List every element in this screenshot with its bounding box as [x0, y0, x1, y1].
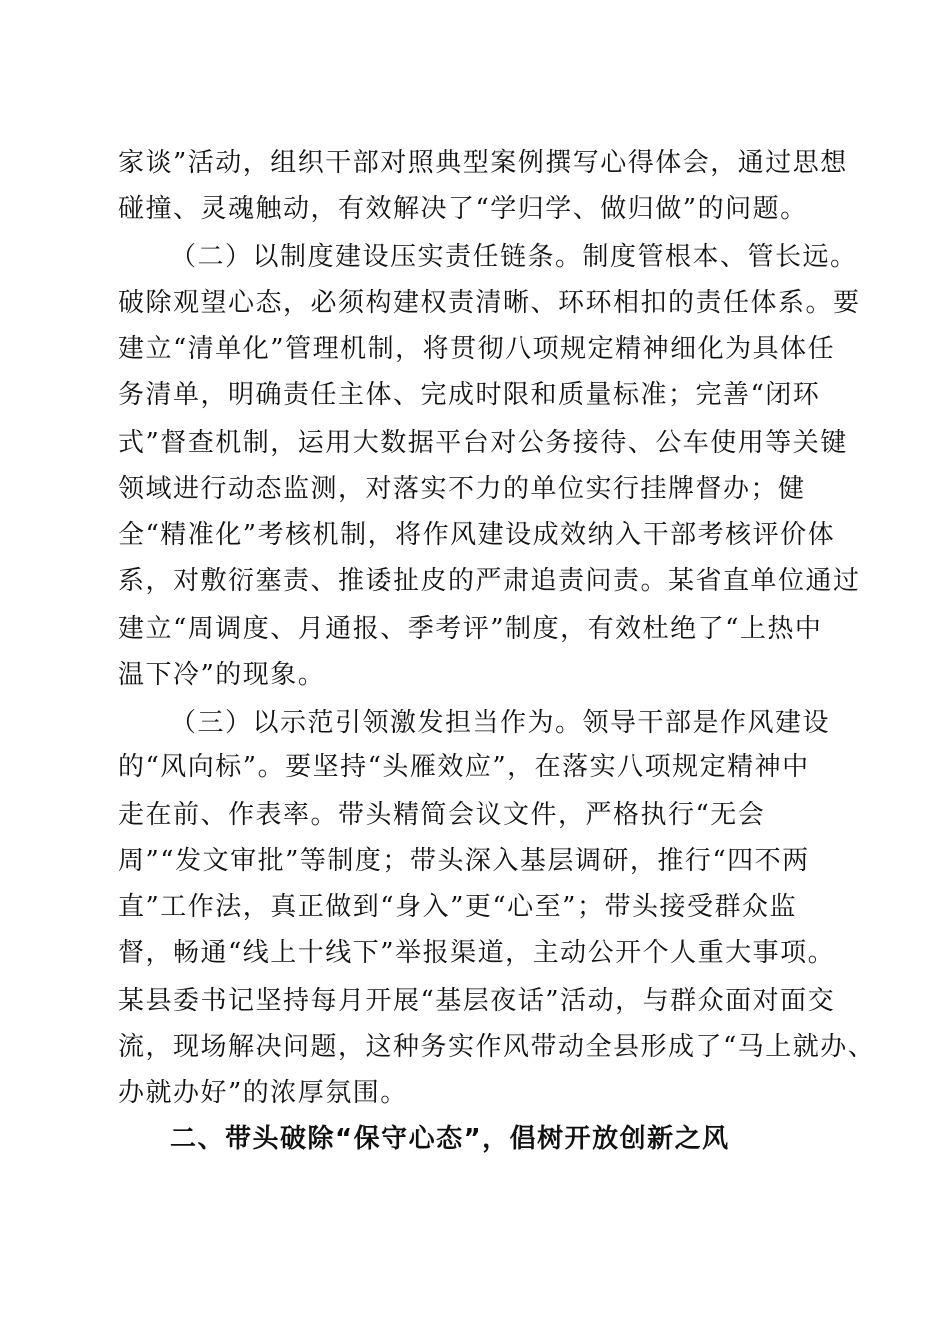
- section-subheading-2: （二）以制度建设压实责任链条。制度管根本、管长远。: [170, 242, 858, 272]
- section-heading: 二、带头破除“保守心态”，倡树开放创新之风: [170, 1124, 730, 1154]
- text-line: 的“风向标”。要坚持“头雁效应”，在落实八项规定精神中: [118, 752, 810, 782]
- text-line: 系，对敷衍塞责、推诿扯皮的严肃追责问责。某省直单位通过: [118, 566, 861, 596]
- text-line: 家谈”活动，组织干部对照典型案例撰写心得体会，通过思想: [118, 148, 848, 178]
- text-line: 破除观望心态，必须构建权责清晰、环环相扣的责任体系。要: [118, 288, 861, 318]
- text-line: 碰撞、灵魂触动，有效解决了“学归学、做归做”的问题。: [118, 194, 808, 224]
- text-line: 办就办好”的浓厚氛围。: [118, 1078, 408, 1108]
- text-line: 建立“周调度、月通报、季考评”制度，有效杜绝了“上热中: [118, 614, 823, 644]
- text-line: 走在前、作表率。带头精简会议文件，严格执行“无会: [118, 800, 766, 830]
- text-line: 务清单，明确责任主体、完成时限和质量标准；完善“闭环: [118, 380, 821, 410]
- text-line: 流，现场解决问题，这种务实作风带动全县形成了“马上就办、: [118, 1032, 876, 1062]
- text-line: 全“精准化”考核机制，将作风建设成效纳入干部考核评价体: [118, 520, 836, 550]
- text-line: 式”督查机制，运用大数据平台对公务接待、公车使用等关键: [118, 428, 848, 458]
- text-line: 直”工作法，真正做到“身入”更“心至”；带头接受群众监: [118, 892, 797, 922]
- text-line: 某县委书记坚持每月开展“基层夜话”活动，与群众面对面交: [118, 986, 836, 1016]
- text-line: 领域进行动态监测，对落实不力的单位实行挂牌督办；健: [118, 474, 806, 504]
- text-line: 温下冷”的现象。: [118, 660, 326, 690]
- section-subheading-3: （三）以示范引领激发担当作为。领导干部是作风建设: [170, 708, 831, 738]
- text-line: 周”“发文审批”等制度；带头深入基层调研，推行“四不两: [118, 846, 810, 876]
- text-line: 督，畅通“线上十线下”举报渠道，主动公开个人重大事项。: [118, 938, 836, 968]
- text-line: 建立“清单化”管理机制，将贯彻八项规定精神细化为具体任: [118, 334, 836, 364]
